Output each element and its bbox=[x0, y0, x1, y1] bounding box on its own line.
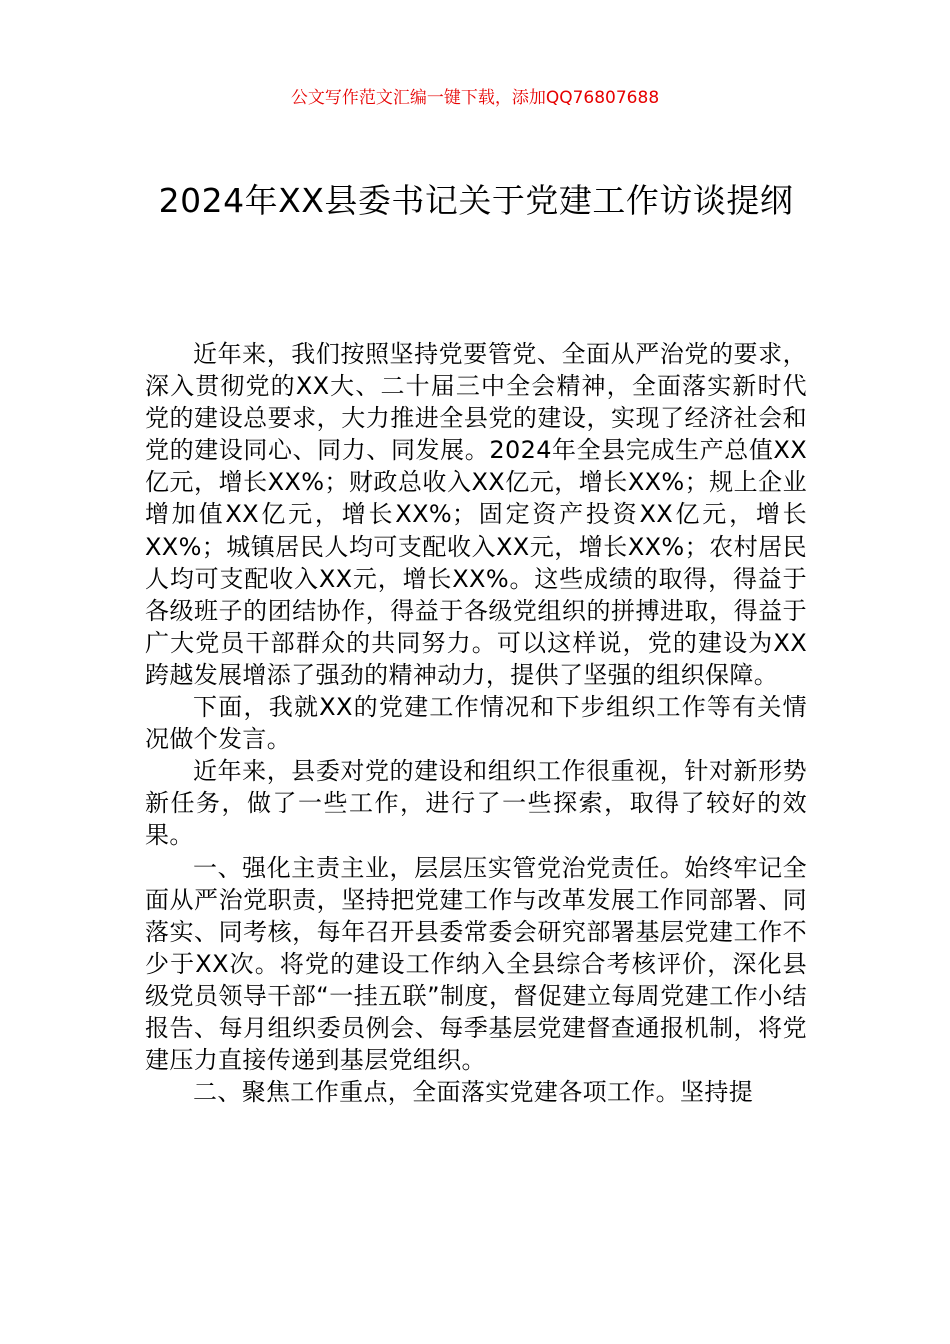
document-title: 2024年XX县委书记关于党建工作访谈提纲 bbox=[158, 181, 794, 220]
paragraph-section-two: 二、聚焦工作重点，全面落实党建各项工作。坚持提 bbox=[193, 1078, 754, 1107]
document-body bbox=[145, 338, 807, 1108]
paragraph-overview: 近年来，县委对党的建设和组织工作很重视，针对新形势新任务，做了一些工作，进行了一些探索，取得了较好的效果。 bbox=[145, 757, 807, 850]
paragraph-intro: 近年来，我们按照坚持党要管党、全面从严治党的要求，深入贯彻党的XX大、二十届三中全会精神，全面落实新时代党的建设总要求，大力推进全县党的建设，实现了经济社会和党的建设同心、同力、同发展。2024年全县完成生产总值XX亿元，增长XX%；财政总收入XX亿元，增长XX%；规上企业增加值XX亿元，增长XX%；固定资产投资XX亿元，增长XX%；城镇居民人均可支配收入XX元，增长XX%；农村居民人均可支配收入XX元，增长XX%。这些成绩的取得，得益于各级班子的团结协作，得益于各级党组织的拼搏进取，得益于广大党员干部群众的共同努力。可以这样说，党的建设为XX跨越发展增添了强劲的精神动力，提供了坚强的组织保障。 bbox=[145, 340, 807, 689]
paragraph-section-one: 一、强化主责主业，层层压实管党治党责任。始终牢记全面从严治党职责，坚持把党建工作与改革发展工作同部署、同落实、同考核，每年召开县委常委会研究部署基层党建工作不少于XX次。将党的建设工作纳入全县综合考核评价，深化县级党员领导干部“一挂五联”制度，督促建立每周党建工作小结报告、每月组织委员例会、每季基层党建督查通报机制，将党建压力直接传递到基层党组织。 bbox=[145, 853, 807, 1075]
promo-header: 公文写作范文汇编一键下载，添加QQ76807688 bbox=[290, 88, 660, 108]
paragraph-transition: 下面，我就XX的党建工作情况和下步组织工作等有关情况做个发言。 bbox=[145, 693, 807, 754]
